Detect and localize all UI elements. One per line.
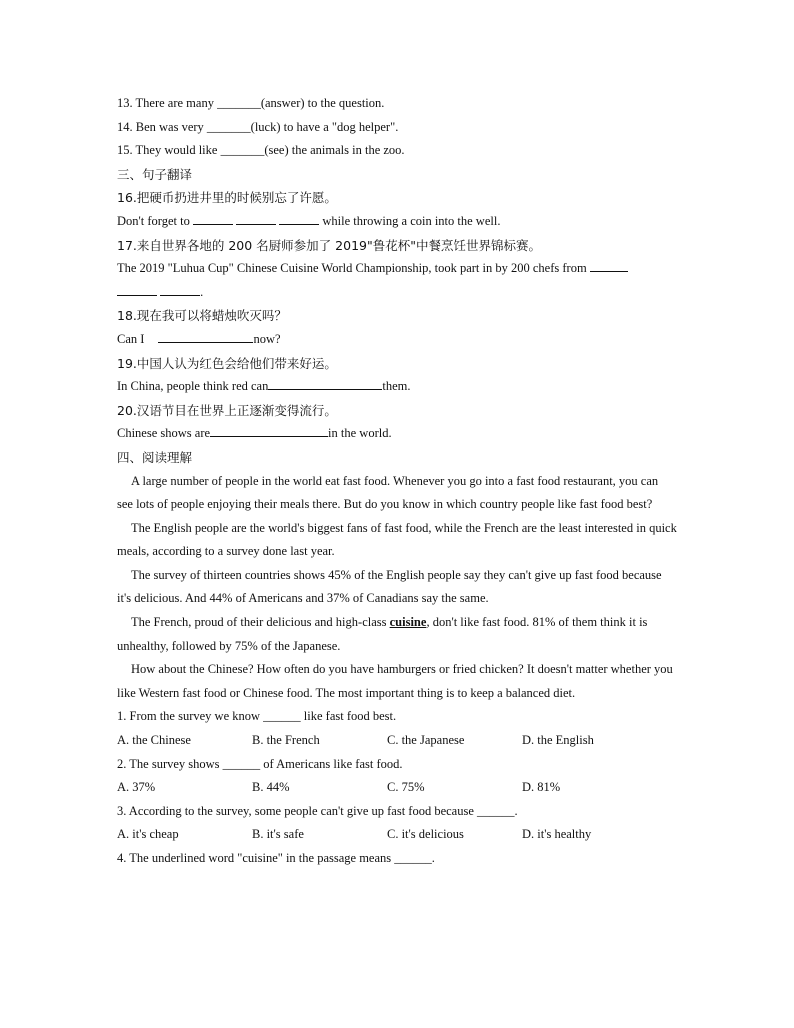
q15-blank[interactable]: _______ [220, 143, 265, 158]
option-b[interactable]: B. 44% [252, 780, 290, 795]
underlined-word-cuisine: cuisine [389, 615, 427, 630]
q20-chinese: 20.汉语节目在世界上正逐渐变得流行。 [117, 402, 337, 418]
q16-prefix: Don't forget to [117, 213, 193, 228]
passage-paragraph-3: The survey of thirteen countries shows 45% of the English people say they can't give up fast food because it's delicious. And 44% of Americans and 37% of Canadians say the same. [117, 567, 662, 606]
q13-blank[interactable]: _______ [217, 96, 261, 110]
option-c[interactable]: C. the Japanese [387, 733, 465, 748]
option-a[interactable]: A. it's cheap [117, 827, 179, 842]
passage-paragraph-2: The English people are the world's biggest fans of fast food, while the French are the least interested in quick meals, according to a survey done last year. [117, 520, 677, 559]
reading-question-2: 2. The survey shows ______ of Americans like fast food. [117, 756, 403, 771]
q14-prefix: 14. Ben was very [117, 119, 207, 134]
q18-chinese: 18.现在我可以将蜡烛吹灭吗？ [117, 308, 287, 324]
option-d[interactable]: D. it's healthy [522, 827, 592, 842]
q17-english-line2 [117, 281, 677, 305]
option-b[interactable]: B. the French [252, 733, 320, 748]
q19-chinese: 19.中国人认为红色会给他们带来好运。 [117, 355, 337, 371]
section-3-heading: 三、句子翻译 [117, 166, 193, 182]
q14-suffix: (luck) to have a "dog helper". [250, 119, 399, 134]
question-14 [117, 116, 677, 140]
reading-question-3-options [117, 823, 677, 847]
passage-paragraph-1: A large number of people in the world eat fast food. Whenever you go into a fast food restaurant, you can see lots of people enjoying their meals there. But do you know in which country people like fast food best? [117, 473, 659, 512]
q16-english [117, 210, 677, 234]
q16-blank-1[interactable] [193, 212, 233, 225]
reading-question-3: 3. According to the survey, some people can't give up fast food because ______. [117, 803, 518, 818]
reading-question-2-options [117, 776, 677, 800]
q17-blank-2[interactable] [117, 283, 157, 296]
q17-blank-3[interactable] [160, 283, 200, 296]
q13-suffix: (answer) to the question. [260, 96, 385, 110]
reading-question-4: 4. The underlined word "cuisine" in the passage means ______. [117, 851, 435, 865]
q15-prefix: 15. They would like [117, 143, 221, 158]
option-c[interactable]: C. 75% [387, 780, 425, 795]
q19-english [117, 375, 677, 399]
q17-english-line1 [117, 257, 677, 281]
q17-blank-1[interactable] [590, 259, 628, 272]
option-a[interactable]: A. the Chinese [117, 733, 191, 748]
q20-suffix: in the world. [328, 426, 392, 441]
q20-english [117, 422, 677, 446]
question-15 [117, 139, 677, 163]
q15-suffix: (see) the animals in the zoo. [264, 143, 405, 158]
q18-suffix: now? [253, 331, 281, 346]
q17-prefix: The 2019 "Luhua Cup" Chinese Cuisine World Championship, took part in by 200 chefs from [117, 261, 590, 276]
p4-suffix: , don't like fast food. 81% of them think it is unhealthy, followed by 75% of the Japanese. [117, 615, 648, 653]
worksheet-page [117, 92, 677, 871]
passage-paragraph-5: How about the Chinese? How often do you have hamburgers or fried chicken? It doesn't matter whether you like Western fast food or Chinese food. The most important thing is to keep a balanced diet. [117, 662, 673, 700]
q14-blank[interactable]: _______ [206, 119, 251, 134]
q20-blank[interactable] [210, 424, 328, 437]
q16-chinese: 16.把硬币扔进井里的时候别忘了许愿。 [117, 190, 337, 206]
reading-question-1: 1. From the survey we know ______ like fast food best. [117, 709, 397, 724]
option-d[interactable]: D. 81% [522, 780, 561, 795]
question-13 [117, 92, 677, 116]
q18-blank[interactable] [158, 330, 253, 343]
option-c[interactable]: C. it's delicious [387, 827, 464, 842]
option-b[interactable]: B. it's safe [252, 827, 304, 842]
option-d[interactable]: D. the English [522, 733, 594, 748]
q13-prefix: 13. There are many [117, 96, 218, 110]
q17-end: . [200, 284, 204, 299]
section-4-heading: 四、阅读理解 [117, 449, 193, 465]
q16-suffix: while throwing a coin into the well. [319, 213, 501, 228]
q16-blank-2[interactable] [236, 212, 276, 225]
q19-prefix: In China, people think red can [117, 379, 269, 394]
p4-prefix: The French, proud of their delicious and high-class [131, 615, 390, 630]
q18-english [117, 328, 677, 352]
passage-paragraph-4 [117, 611, 677, 658]
q20-prefix: Chinese shows are [117, 426, 211, 441]
reading-question-1-options [117, 729, 677, 753]
q19-blank[interactable] [268, 377, 382, 390]
option-a[interactable]: A. 37% [117, 780, 156, 795]
q18-prefix: Can I [117, 331, 145, 346]
q16-blank-3[interactable] [279, 212, 319, 225]
q19-suffix: them. [382, 379, 411, 394]
q17-chinese: 17.来自世界各地的 200 名厨师参加了 2019"鲁花杯"中餐烹饪世界锦标赛。 [117, 237, 541, 253]
